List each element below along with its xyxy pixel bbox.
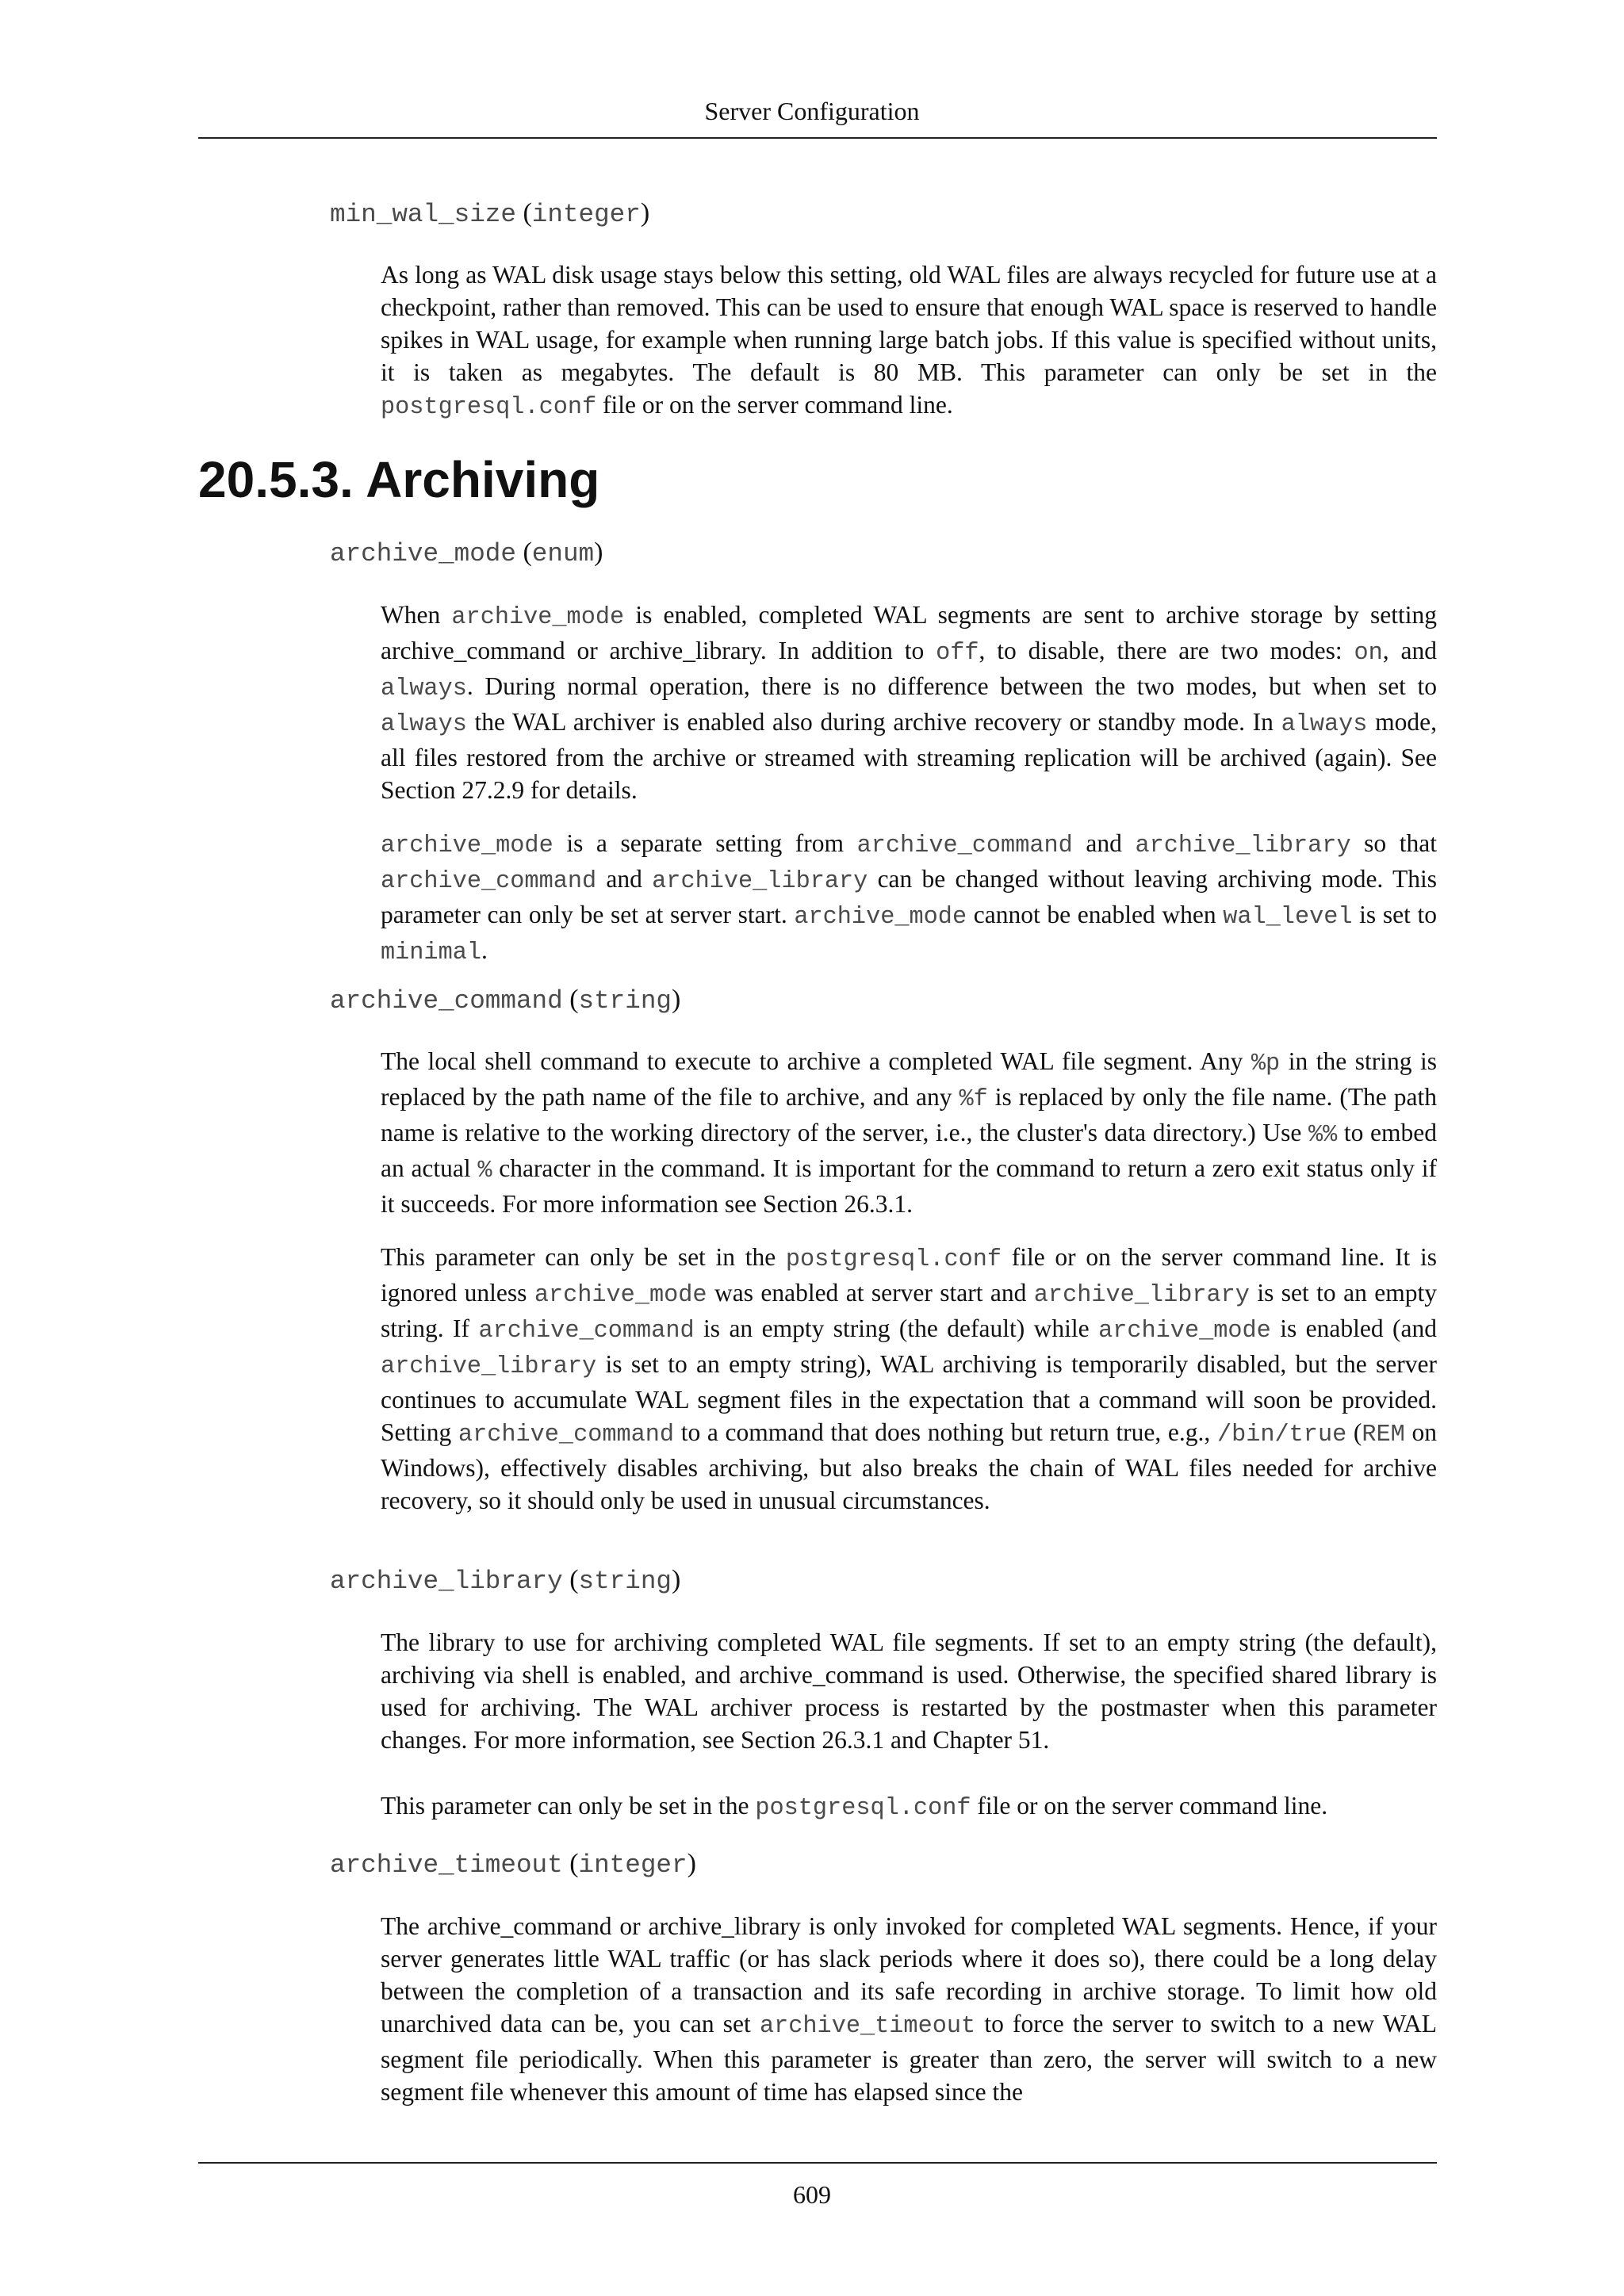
code: archive_library bbox=[652, 868, 868, 895]
text: character in the command. It is important for the command to return a zero exit status only if it succeeds. For more information see Section 26.3.1. bbox=[381, 1154, 1438, 1218]
archive-command-paragraph-2 bbox=[381, 1241, 1437, 1517]
text: is set to an empty string), WAL archiving is temporarily disabled, but the server continues to accumulate WAL segment files in the expectation that a command will soon be provided. Setting bbox=[381, 1350, 1437, 1446]
archive-library-paragraph-1: The library to use for archiving completed WAL file segments. If set to an empty string (the default), archiving via shell is enabled, and archive_command is used. Otherwise, the specified shared library is used for archiving. The WAL archiver process is restarted by the postmaster when this parameter changes. For more information, see Section 26.3.1 and Chapter 51. bbox=[381, 1628, 1437, 1754]
param-type: string bbox=[578, 986, 672, 1016]
text: on Windows), effectively disables archiving, but also breaks the chain of WAL files needed for archive recovery, so it should only be used in unusual circumstances. bbox=[381, 1418, 1437, 1514]
text: the WAL archiver is enabled also during archive recovery or standby mode. In bbox=[466, 708, 1281, 736]
code: always bbox=[381, 711, 467, 738]
code: always bbox=[381, 675, 467, 702]
code: archive_timeout bbox=[759, 2013, 976, 2040]
code: REM bbox=[1362, 1422, 1405, 1448]
text: is set to bbox=[1352, 901, 1437, 928]
param-type: integer bbox=[578, 1850, 688, 1880]
page-number: 609 bbox=[793, 2180, 831, 2209]
code: archive_library bbox=[381, 1353, 597, 1380]
param-name: archive_timeout bbox=[330, 1850, 563, 1880]
text: to embed an actual bbox=[381, 1119, 1437, 1182]
text: is replaced by only the file name. (The path name is relative to the working directory of the server, i.e., the cluster's data directory.) Use bbox=[381, 1083, 1437, 1146]
term-min-wal-size: min_wal_size (integer) bbox=[330, 198, 650, 229]
text: is enabled (and bbox=[1270, 1314, 1437, 1342]
param-name: min_wal_size bbox=[330, 200, 516, 229]
code: archive_mode bbox=[1098, 1318, 1271, 1345]
code: off bbox=[936, 640, 979, 667]
text: is enabled, completed WAL segments are sent to archive storage by setting archive_command or archive_library. In addition to bbox=[381, 601, 1437, 664]
param-name: archive_command bbox=[330, 986, 563, 1016]
term-archive-command: archive_command (string) bbox=[330, 985, 681, 1016]
code: archive_command bbox=[856, 832, 1073, 859]
code: %p bbox=[1251, 1050, 1281, 1077]
text: and bbox=[1072, 829, 1136, 857]
code: archive_library bbox=[1135, 832, 1351, 859]
archive-command-paragraph-1 bbox=[381, 1045, 1437, 1220]
footer-rule bbox=[198, 2162, 1437, 2164]
text: is a separate setting from bbox=[553, 829, 857, 857]
text: to force the server to switch to a new WAL segment file periodically. When this parameter is greater than zero, the server will switch to a new segment file whenever this amount of time has elapsed since the bbox=[381, 2010, 1437, 2106]
code: %% bbox=[1308, 1122, 1338, 1149]
min-wal-size-description bbox=[381, 258, 1437, 424]
param-type: integer bbox=[531, 200, 641, 229]
param-name: archive_mode bbox=[330, 539, 516, 568]
term-archive-mode: archive_mode (enum) bbox=[330, 538, 603, 568]
text: and bbox=[596, 865, 653, 893]
code: on bbox=[1354, 640, 1383, 667]
param-name: archive_library bbox=[330, 1567, 563, 1596]
text: The archive_command or archive_library is only invoked for completed WAL segments. Hence, if your server generates little WAL traffic (or has slack periods where it does so), there could be a long delay between the completion of a transaction and its safe recording in archive storage. To limit how old unarchived data can be, you can set bbox=[381, 1912, 1437, 2038]
text: . bbox=[481, 936, 488, 964]
text: file or on the server command line. bbox=[971, 1792, 1328, 1820]
text: ( bbox=[1346, 1418, 1362, 1446]
code: postgresql.conf bbox=[785, 1246, 1002, 1273]
code: postgresql.conf bbox=[755, 1795, 971, 1822]
code: always bbox=[1281, 711, 1368, 738]
text: is an empty string (the default) while bbox=[694, 1314, 1099, 1342]
text: cannot be enabled when bbox=[967, 901, 1224, 928]
code: postgresql.conf bbox=[381, 394, 597, 421]
code: minimal bbox=[381, 939, 482, 966]
param-type: string bbox=[578, 1567, 672, 1596]
text: file or on the server command line. bbox=[596, 391, 953, 419]
text: was enabled at server start and bbox=[707, 1279, 1034, 1307]
code: archive_library bbox=[1033, 1282, 1250, 1309]
archive-timeout-paragraph-1 bbox=[381, 1910, 1437, 2108]
text: can be changed without leaving archiving mode. This parameter can only be set at server start. bbox=[381, 865, 1437, 928]
code: archive_mode bbox=[381, 832, 553, 859]
text: is set to an empty string. If bbox=[381, 1279, 1437, 1342]
text: to a command that does nothing but return true, e.g., bbox=[674, 1418, 1217, 1446]
header-rule bbox=[198, 137, 1437, 139]
code: archive_mode bbox=[451, 604, 625, 631]
term-archive-library: archive_library (string) bbox=[330, 1565, 681, 1596]
text: in the string is replaced by the path name of the file to archive, and any bbox=[381, 1047, 1437, 1111]
text: mode, all files restored from the archive or streamed with streaming replication will be archived (again). See Section 27.2.9 for details. bbox=[381, 708, 1438, 804]
text: so that bbox=[1350, 829, 1437, 857]
text: file or on the server command line. It is ignored unless bbox=[381, 1243, 1437, 1307]
code: /bin/true bbox=[1216, 1422, 1347, 1448]
text: As long as WAL disk usage stays below this setting, old WAL files are always recycled for future use at a checkpoint, rather than removed. This can be used to ensure that enough WAL space is reserved to handle spikes in WAL usage, for example when running large batch jobs. If this value is specified without units, it is taken as megabytes. The default is 80 MB. This parameter can only be set in the bbox=[381, 261, 1437, 386]
code: archive_mode bbox=[534, 1282, 707, 1309]
code: %f bbox=[959, 1086, 988, 1113]
running-header: Server Configuration bbox=[704, 97, 920, 125]
param-type: enum bbox=[531, 539, 595, 568]
archive-library-paragraph-2 bbox=[381, 1789, 1437, 1825]
code: archive_command bbox=[478, 1318, 695, 1345]
text: This parameter can only be set in the bbox=[381, 1792, 756, 1820]
archive-mode-paragraph-1 bbox=[381, 599, 1437, 806]
text: The local shell command to execute to archive a completed WAL file segment. Any bbox=[381, 1047, 1251, 1075]
code: archive_command bbox=[381, 868, 597, 895]
code: wal_level bbox=[1223, 904, 1353, 931]
text: , and bbox=[1382, 637, 1437, 664]
term-archive-timeout: archive_timeout (integer) bbox=[330, 1849, 696, 1880]
code: archive_command bbox=[458, 1422, 675, 1448]
text: . During normal operation, there is no difference between the two modes, but when set to bbox=[466, 672, 1437, 700]
archive-mode-paragraph-2 bbox=[381, 827, 1437, 970]
code: % bbox=[477, 1158, 492, 1184]
text: This parameter can only be set in the bbox=[381, 1243, 786, 1271]
section-title: 20.5.3. Archiving bbox=[198, 451, 600, 508]
code: archive_mode bbox=[794, 904, 967, 931]
text: , to disable, there are two modes: bbox=[979, 637, 1354, 664]
text: When bbox=[381, 601, 452, 629]
